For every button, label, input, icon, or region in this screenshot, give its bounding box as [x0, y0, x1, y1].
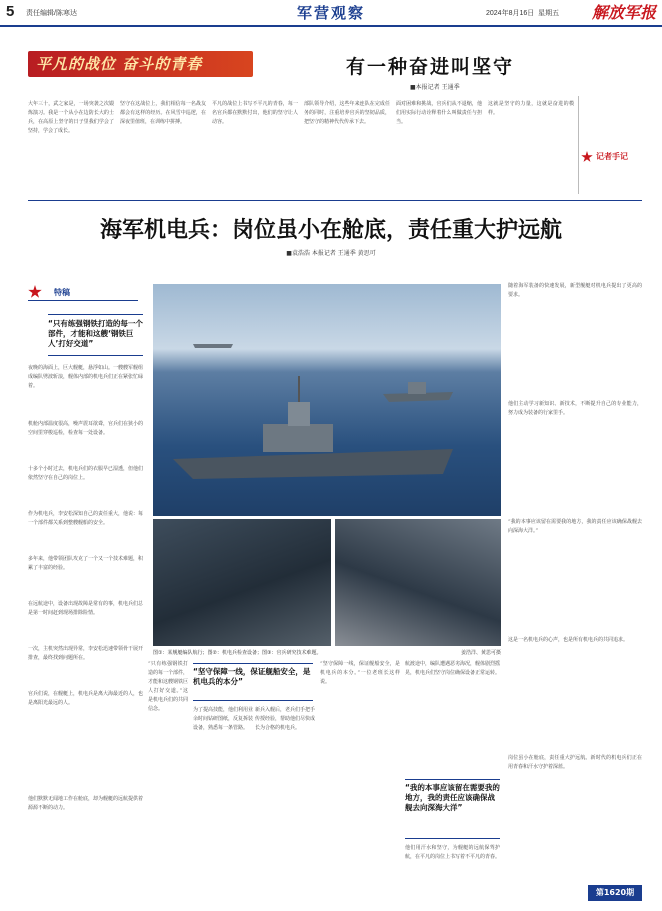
- editors-line: 责任编辑/陈寒达: [26, 10, 77, 17]
- photo-fleet-formation: [153, 284, 501, 516]
- main-column-2a: “只有练强钢铁打造的每一个部件，才能和这艘钢铁巨人打好交道。”这是机电兵们的共同信念。: [148, 661, 188, 712]
- top-story-title: 有一种奋进叫坚守: [346, 56, 515, 78]
- feature-tag: 特稿: [54, 288, 70, 297]
- main-column-1c: 十多个小时过去，机电兵们的衣服早已湿透，但他们依然坚守在自己的岗位上。: [28, 466, 143, 481]
- main-column-3: “坚守保障一线，保证舰船安全，是机电兵的本分。”一位老班长这样说。: [320, 661, 400, 685]
- photo-engine-room: [153, 519, 331, 646]
- pull-quote-3: “我的本事应该留在需要我的地方，我的责任应该确保战舰去向深海大洋”: [405, 783, 500, 812]
- feature-tag-rule: [28, 300, 138, 301]
- pull-quote-1: “只有练强钢铁打造的每一个部件，才能和这艘‘钢铁巨人’打好交道”: [48, 319, 143, 348]
- top-column-6: 这就是坚守的力量，这就是奋进的模样。: [488, 101, 574, 116]
- main-column-1f: 在远航途中，设备出现故障是常有的事，机电兵们总是第一时间赶到现场排除险情。: [28, 601, 143, 616]
- page-number: 5: [6, 3, 15, 20]
- reporter-notes-tag: 记者手记: [596, 152, 628, 161]
- main-column-5b: 他们主动学习新知识、新技术，不断提升自己的专业能力，努力成为装备的行家里手。: [508, 401, 642, 416]
- weekday-text: 星期五: [538, 10, 560, 17]
- main-column-5c: “我的本事应该留在需要我的地方，我的责任应该确保战舰去向深海大洋。”: [508, 519, 642, 534]
- photo-soldiers-discussion: [335, 519, 501, 646]
- main-column-1i: 他们默默无闻地工作在舱底，却为舰艇的远航提供着源源不断的动力。: [28, 796, 143, 811]
- main-column-5a: 随着海军装备的快速发展，新型舰艇对机电兵提出了更高的要求。: [508, 283, 642, 298]
- main-column-1d: 作为机电兵，李安松深知自己的责任重大，他说：每一个部件都关系到整艘舰船的安全。: [28, 511, 143, 526]
- top-column-2: 坚守在这战位上，我们相信每一名战友都会有这样的经历。在风雪中巡逻，在深夜里值班，在训练中拼搏。: [120, 101, 206, 125]
- star-icon: [28, 285, 42, 299]
- main-column-1a: 夜晚的海面上，巨大舰艇，悬浮如山。一艘艘军舰组成编队劈波斩浪，舰体内部的机电兵们正在紧张忙碌着。: [28, 365, 143, 389]
- main-column-2b: 为了提高技能，他们利用业余时间钻研图纸，反复拆装设备，熟悉每一条管路。: [193, 707, 253, 731]
- issue-number: 第1620期: [595, 888, 635, 897]
- date-text: 2024年8月16日: [486, 10, 535, 17]
- issue-date: [486, 8, 559, 18]
- main-column-1h: 官兵们说，在舰艇上，机电兵是离大海最近的人，也是离阳光最远的人。: [28, 691, 143, 706]
- main-column-2c: 新兵入舰后，老兵们手把手传授经验，帮助他们尽快成长为合格的机电兵。: [255, 707, 315, 731]
- main-column-4b: 他们用汗水和坚守，为舰艇的远航保驾护航，在平凡的岗位上书写着不平凡的青春。: [405, 845, 500, 860]
- top-column-4: 部队领导介绍，这些年来连队在完成任务的同时，注重培养官兵的坚韧品质，把坚守的精神代代传承下去。: [304, 101, 390, 125]
- photo-caption: 图①：某舰艇编队航行；图②：机电兵检查设备；图③：官兵研究技术难题。: [153, 650, 322, 656]
- photo-credit: 姜浩洋、黄思可摄: [460, 650, 501, 656]
- top-story-byline: ■本报记者 王通季: [410, 84, 460, 91]
- notes-separator: [578, 96, 579, 194]
- main-column-5e: 岗位虽小在舱底，责任重大护远航。新时代的机电兵们正在用青春和汗水守护着深蓝。: [508, 755, 642, 770]
- warship-illustration: [153, 284, 501, 516]
- main-column-5d: 这是一名机电兵的心声，也是所有机电兵的共同追求。: [508, 637, 629, 643]
- column-banner-text: 平凡的战位 奋斗的青春: [36, 55, 203, 73]
- pull-quote-rule: [193, 663, 313, 664]
- section-title: 军营观察: [296, 4, 365, 22]
- top-column-3: 平凡的战位上书写不平凡的青春，每一名官兵都在默默付出，他们的坚守让人动容。: [212, 101, 298, 125]
- top-column-1: 大年三十，武之家是，一场突袭之次锻炼演习。我是一个从小在边防长大的士兵，在高原上坚守的日子里我们学会了坚持，学会了成长。: [28, 101, 114, 134]
- star-icon: [581, 151, 593, 163]
- main-column-1b: 机舱内部温度很高，噪声震耳欲聋，官兵们在狭小的空间里穿梭巡检，检查每一处设备。: [28, 421, 143, 436]
- pull-quote-rule: [48, 355, 143, 356]
- header-rule: [0, 25, 662, 27]
- main-column-1g: 一次，主机突然出现异常，李安松迅速带领骨干展开排查，最终找到问题所在。: [28, 646, 143, 661]
- main-column-1e: 多年来，他带领团队攻克了一个又一个技术难题，积累了丰富的经验。: [28, 556, 143, 571]
- pull-quote-rule: [193, 700, 313, 701]
- main-column-4a: 航渡途中，编队遭遇恶劣海况，舰体剧烈摇晃，机电兵们坚守岗位确保设备正常运转。: [405, 661, 500, 676]
- pull-quote-rule: [405, 838, 500, 839]
- newspaper-logo: 解放军报: [592, 3, 657, 22]
- pull-quote-2: “坚守保障一线，保证舰船安全，是机电兵的本分”: [193, 667, 311, 686]
- main-story-title: 海军机电兵：岗位虽小在舱底，责任重大护远航: [99, 218, 562, 243]
- top-column-5: 面对困难和挑战，官兵们从不退缩，他们用实际行动诠释着什么叫做责任与担当。: [396, 101, 482, 125]
- pull-quote-rule: [48, 314, 143, 315]
- main-story-byline: ■袁浩浩 本报记者 王通季 黄思可: [286, 250, 376, 257]
- pull-quote-rule: [405, 779, 500, 780]
- story-divider: [28, 200, 642, 201]
